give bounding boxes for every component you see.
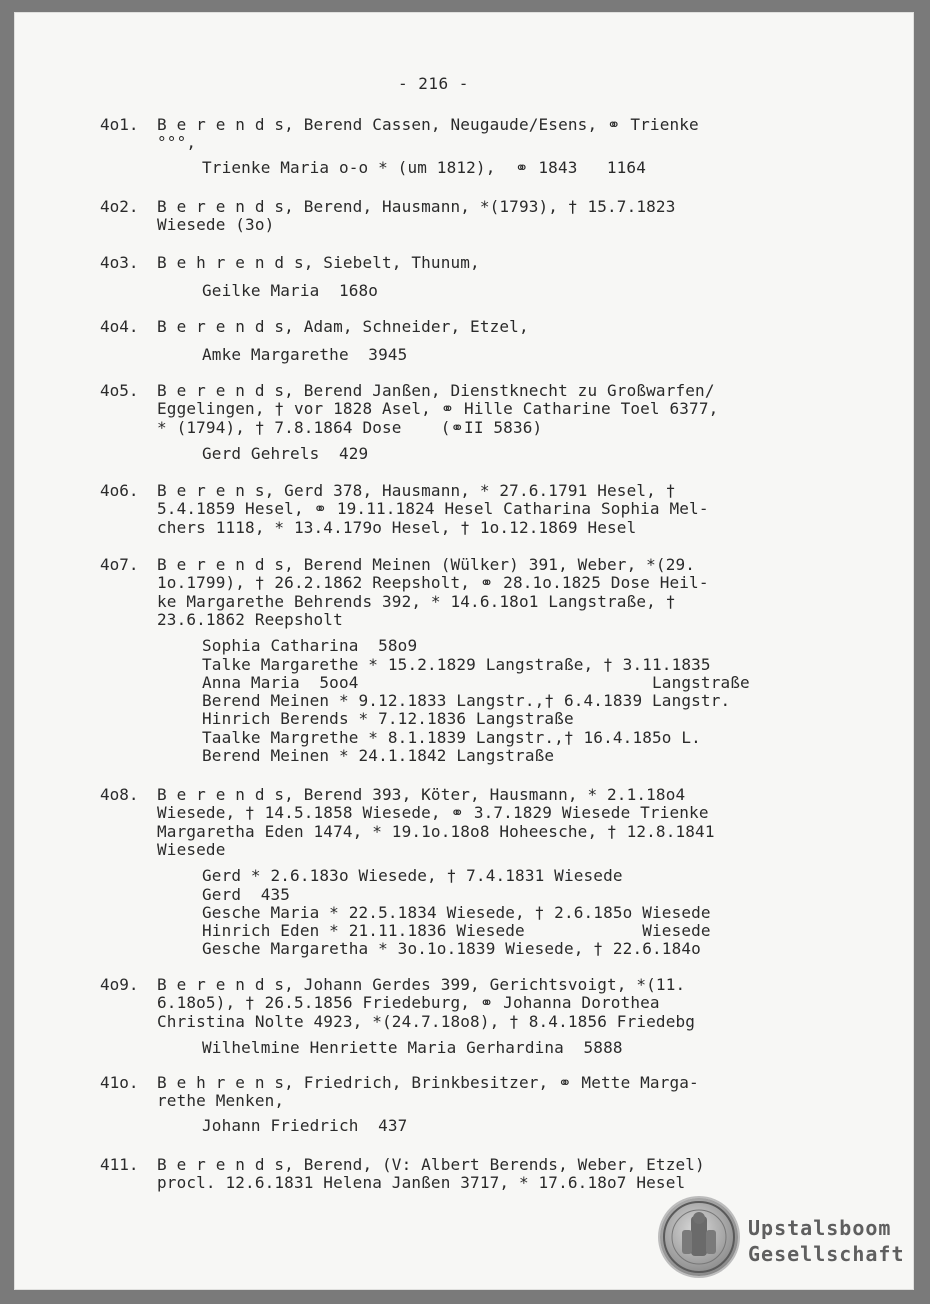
entry-line: B e r e n d s, Berend, (V: Albert Berends, Weber, Etzel)	[157, 1155, 705, 1174]
child-entry: Gerd * 2.6.183o Wiesede, † 7.4.1831 Wiesede	[202, 866, 623, 886]
entry-number: 4o3.	[100, 253, 139, 272]
child-entry: Trienke Maria o-o * (um 1812), ⚭ 1843 1164	[202, 157, 646, 177]
entry-line: 6.18o5), † 26.5.1856 Friedeburg, ⚭ Johanna Dorothea	[157, 993, 660, 1013]
child-entry: Gerd Gehrels 429	[202, 443, 369, 463]
entry-number: 4o1.	[100, 115, 139, 134]
child-entry: Geilke Maria 168o	[202, 281, 379, 300]
entry-line: B e r e n d s, Berend, Hausmann, *(1793), † 15.7.1823	[157, 197, 676, 216]
child-entry: Hinrich Berends * 7.12.1836 Langstraße	[202, 709, 574, 729]
child-entry: Gesche Margaretha * 3o.1o.1839 Wiesede, † 22.6.184o	[202, 939, 701, 959]
entry-number: 4o6.	[100, 481, 139, 500]
child-entry: Gerd 435	[202, 884, 291, 904]
entry-line: Christina Nolte 4923, *(24.7.18o8), † 8.4.1856 Friedebg	[157, 1011, 696, 1031]
entry-line: °°°,	[157, 133, 197, 153]
entry-number: 4o2.	[100, 197, 139, 216]
entry-number: 4o7.	[100, 555, 139, 574]
document-page	[14, 12, 914, 1290]
entry-number: 4o5.	[100, 381, 139, 400]
society-logo	[748, 1215, 905, 1267]
child-entry: Taalke Margrethe * 8.1.1839 Langstr.,† 16.4.185o L.	[202, 727, 701, 747]
entry-number: 41o.	[100, 1073, 139, 1092]
entry-line: B e r e n d s, Adam, Schneider, Etzel,	[157, 317, 529, 336]
entry-line: rethe Menken,	[157, 1091, 285, 1111]
logo-line-2: Gesellschaft	[748, 1242, 905, 1266]
entry-line: B e r e n d s, Berend Meinen (Wülker) 391, Weber, *(29.	[157, 555, 696, 574]
child-entry: Berend Meinen * 9.12.1833 Langstr.,† 6.4.1839 Langstr.	[202, 691, 731, 711]
child-entry: Talke Margarethe * 15.2.1829 Langstraße, † 3.11.1835	[202, 654, 711, 674]
logo-line-1: Upstalsboom	[748, 1216, 892, 1240]
entry-number: 411.	[100, 1155, 139, 1174]
entry-line: Wiesede, † 14.5.1858 Wiesede, ⚭ 3.7.1829 Wiesede Trienke	[157, 803, 709, 823]
entry-line: Eggelingen, † vor 1828 Asel, ⚭ Hille Catharine Toel 6377,	[157, 399, 719, 419]
entry-line: Wiesede (3o)	[157, 215, 275, 235]
entry-line: 1o.1799), † 26.2.1862 Reepsholt, ⚭ 28.1o.1825 Dose Heil-	[157, 573, 709, 593]
entry-line: B e r e n d s, Berend Cassen, Neugaude/Esens, ⚭ Trienke	[157, 115, 699, 134]
child-entry: Johann Friedrich 437	[202, 1115, 408, 1135]
entry-line: * (1794), † 7.8.1864 Dose (⚭II 5836)	[157, 417, 543, 437]
entry-line: 5.4.1859 Hesel, ⚭ 19.11.1824 Hesel Catharina Sophia Mel-	[157, 499, 709, 519]
child-entry: Hinrich Eden * 21.11.1836 Wiesede Wiesede	[202, 921, 711, 941]
child-entry: Gesche Maria * 22.5.1834 Wiesede, † 2.6.185o Wiesede	[202, 902, 711, 922]
entry-line: Wiesede	[157, 839, 226, 859]
child-entry: Berend Meinen * 24.1.1842 Langstraße	[202, 746, 555, 765]
entry-line: Margaretha Eden 1474, * 19.1o.18o8 Hoheesche, † 12.8.1841	[157, 821, 715, 841]
child-entry: Amke Margarethe 3945	[202, 345, 408, 364]
entry-number: 4o4.	[100, 317, 139, 336]
entry-line: B e r e n d s, Berend Janßen, Dienstknecht zu Großwarfen/	[157, 381, 715, 400]
society-seal-icon	[660, 1198, 738, 1276]
entry-line: procl. 12.6.1831 Helena Janßen 3717, * 17.6.18o7 Hesel	[157, 1173, 686, 1193]
entry-line: chers 1118, * 13.4.179o Hesel, † 1o.12.1869 Hesel	[157, 517, 637, 537]
entry-line: 23.6.1862 Reepsholt	[157, 609, 343, 629]
entry-line: B e r e n d s, Berend 393, Köter, Hausmann, * 2.1.18o4	[157, 785, 686, 804]
entry-line: ke Margarethe Behrends 392, * 14.6.18o1 Langstraße, †	[157, 591, 676, 611]
entry-line: B e r e n s, Gerd 378, Hausmann, * 27.6.1791 Hesel, †	[157, 481, 676, 500]
entry-line: B e h r e n d s, Siebelt, Thunum,	[157, 253, 480, 272]
child-entry: Sophia Catharina 58o9	[202, 636, 418, 656]
child-entry: Anna Maria 5oo4 Langstraße	[202, 672, 750, 692]
child-entry: Wilhelmine Henriette Maria Gerhardina 5888	[202, 1037, 623, 1057]
entry-number: 4o9.	[100, 975, 139, 994]
page-number: - 216 -	[398, 74, 469, 93]
entry-line: B e r e n d s, Johann Gerdes 399, Gerichtsvoigt, *(11.	[157, 975, 686, 994]
entry-line: B e h r e n s, Friedrich, Brinkbesitzer, ⚭ Mette Marga-	[157, 1073, 699, 1092]
entry-number: 4o8.	[100, 785, 139, 804]
text-layer	[14, 12, 914, 1290]
